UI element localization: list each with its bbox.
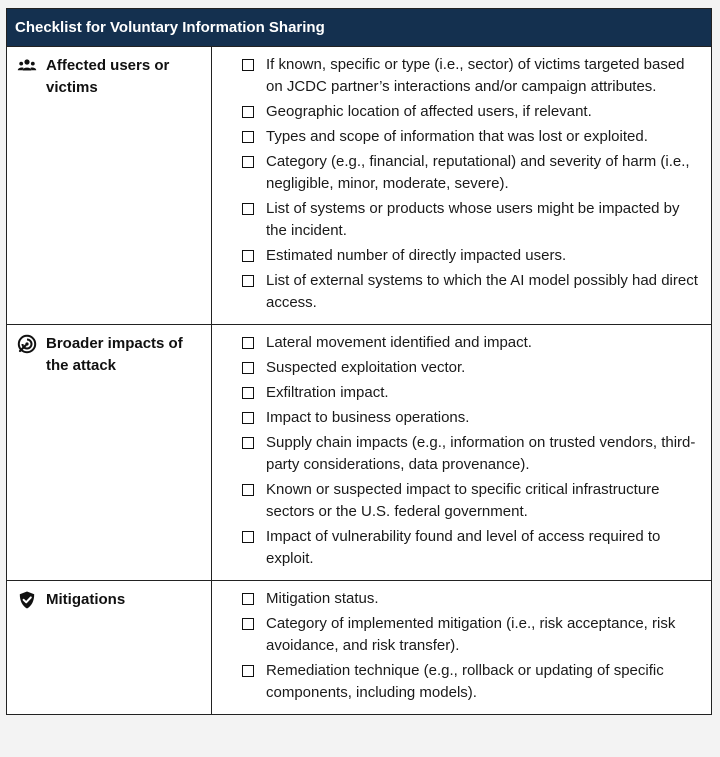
section-label-cell	[7, 47, 212, 325]
impact-spiral-icon	[17, 334, 37, 354]
section-items-cell	[212, 581, 712, 715]
checklist-item: Mitigation status.	[242, 588, 701, 610]
section-broader-impacts	[7, 325, 711, 581]
section-label: Broader impacts of the attack	[46, 335, 183, 374]
checklist-table	[7, 46, 711, 714]
section-label-cell	[7, 581, 212, 715]
checkbox[interactable]	[242, 59, 254, 71]
users-icon	[17, 56, 37, 76]
checkbox[interactable]	[242, 362, 254, 374]
section-mitigations	[7, 581, 711, 715]
checkbox[interactable]	[242, 618, 254, 630]
section-label: Mitigations	[46, 591, 126, 608]
checklist-item: Geographic location of affected users, if relevant.	[242, 101, 701, 123]
checklist-item: Category of implemented mitigation (i.e., risk acceptance, risk avoidance, and risk transfer).	[242, 613, 701, 657]
section-label-cell	[7, 325, 212, 581]
checkbox[interactable]	[242, 593, 254, 605]
checklist-item: Category (e.g., financial, reputational) and severity of harm (i.e., negligible, minor, moderate, severe).	[242, 151, 701, 195]
shield-icon	[17, 590, 37, 610]
checklist-item: Types and scope of information that was lost or exploited.	[242, 126, 701, 148]
checkbox[interactable]	[242, 437, 254, 449]
checklist-item: Lateral movement identified and impact.	[242, 332, 701, 354]
checklist-item: Impact of vulnerability found and level of access required to exploit.	[242, 526, 701, 570]
checklist-item: Impact to business operations.	[242, 407, 701, 429]
checkbox[interactable]	[242, 412, 254, 424]
checklist-item: Supply chain impacts (e.g., information on trusted vendors, third-party considerations, data provenance).	[242, 432, 701, 476]
section-affected-users	[7, 47, 711, 325]
checklist-item: List of systems or products whose users might be impacted by the incident.	[242, 198, 701, 242]
checklist-item: Suspected exploitation vector.	[242, 357, 701, 379]
section-label: Affected users or victims	[46, 57, 170, 96]
checklist-item: Exfiltration impact.	[242, 382, 701, 404]
checklist-item: Estimated number of directly impacted users.	[242, 245, 701, 267]
section-items-cell	[212, 325, 712, 581]
checkbox[interactable]	[242, 106, 254, 118]
checkbox[interactable]	[242, 250, 254, 262]
section-items-cell	[212, 47, 712, 325]
checkbox[interactable]	[242, 156, 254, 168]
checklist-item: Remediation technique (e.g., rollback or updating of specific components, including models).	[242, 660, 701, 704]
checkbox[interactable]	[242, 275, 254, 287]
checklist-item: If known, specific or type (i.e., sector) of victims targeted based on JCDC partner’s interactions and/or campaign attributes.	[242, 54, 701, 98]
checkbox[interactable]	[242, 387, 254, 399]
checkbox[interactable]	[242, 337, 254, 349]
checklist-item: List of external systems to which the AI model possibly had direct access.	[242, 270, 701, 314]
checklist-card	[6, 8, 712, 715]
checkbox[interactable]	[242, 484, 254, 496]
checklist-item: Known or suspected impact to specific critical infrastructure sectors or the U.S. federal government.	[242, 479, 701, 523]
checkbox[interactable]	[242, 203, 254, 215]
checkbox[interactable]	[242, 131, 254, 143]
checklist-title: Checklist for Voluntary Information Sharing	[7, 9, 711, 46]
checkbox[interactable]	[242, 531, 254, 543]
checkbox[interactable]	[242, 665, 254, 677]
